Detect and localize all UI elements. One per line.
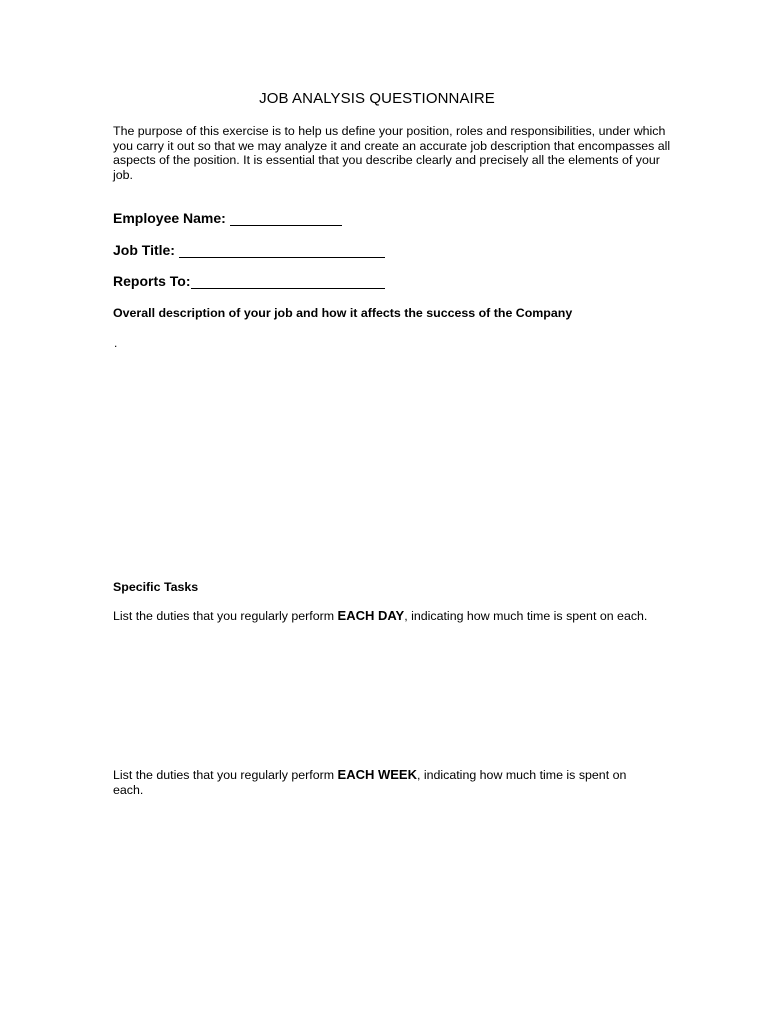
weekly-duties-text-after: , indicating how much time is spent on each. — [113, 768, 627, 797]
weekly-duties-emphasis: EACH WEEK — [337, 767, 417, 782]
job-title-field — [113, 242, 385, 258]
document-title: JOB ANALYSIS QUESTIONNAIRE — [259, 90, 495, 107]
employee-name-field — [113, 210, 342, 226]
daily-duties-text-before: List the duties that you regularly perform — [113, 609, 338, 623]
intro-paragraph: The purpose of this exercise is to help us define your position, roles and responsibilities, under which you carry it out so that we may analyze it and create an accurate job description that encompasses all aspects of the position. It is essential that you describe clearly and precisely all the elements of your job. — [113, 124, 671, 182]
specific-tasks-heading: Specific Tasks — [113, 580, 199, 594]
job-title-blank-line[interactable] — [179, 242, 385, 258]
weekly-duties-text-before: List the duties that you regularly perform — [113, 768, 338, 782]
daily-duties-instruction — [113, 609, 713, 624]
reports-to-field — [113, 273, 385, 289]
overall-description-heading: Overall description of your job and how it affects the success of the Company — [113, 306, 573, 320]
daily-duties-text-after: , indicating how much time is spent on each. — [404, 609, 648, 623]
employee-name-label: Employee Name: — [113, 210, 226, 226]
employee-name-blank-line[interactable] — [230, 210, 342, 226]
daily-duties-emphasis: EACH DAY — [337, 608, 405, 623]
reports-to-label: Reports To: — [113, 273, 191, 289]
job-title-label: Job Title: — [113, 242, 175, 258]
weekly-duties-instruction — [113, 768, 643, 797]
overall-description-answer-area[interactable]: . — [114, 336, 118, 350]
reports-to-blank-line[interactable] — [191, 273, 385, 289]
